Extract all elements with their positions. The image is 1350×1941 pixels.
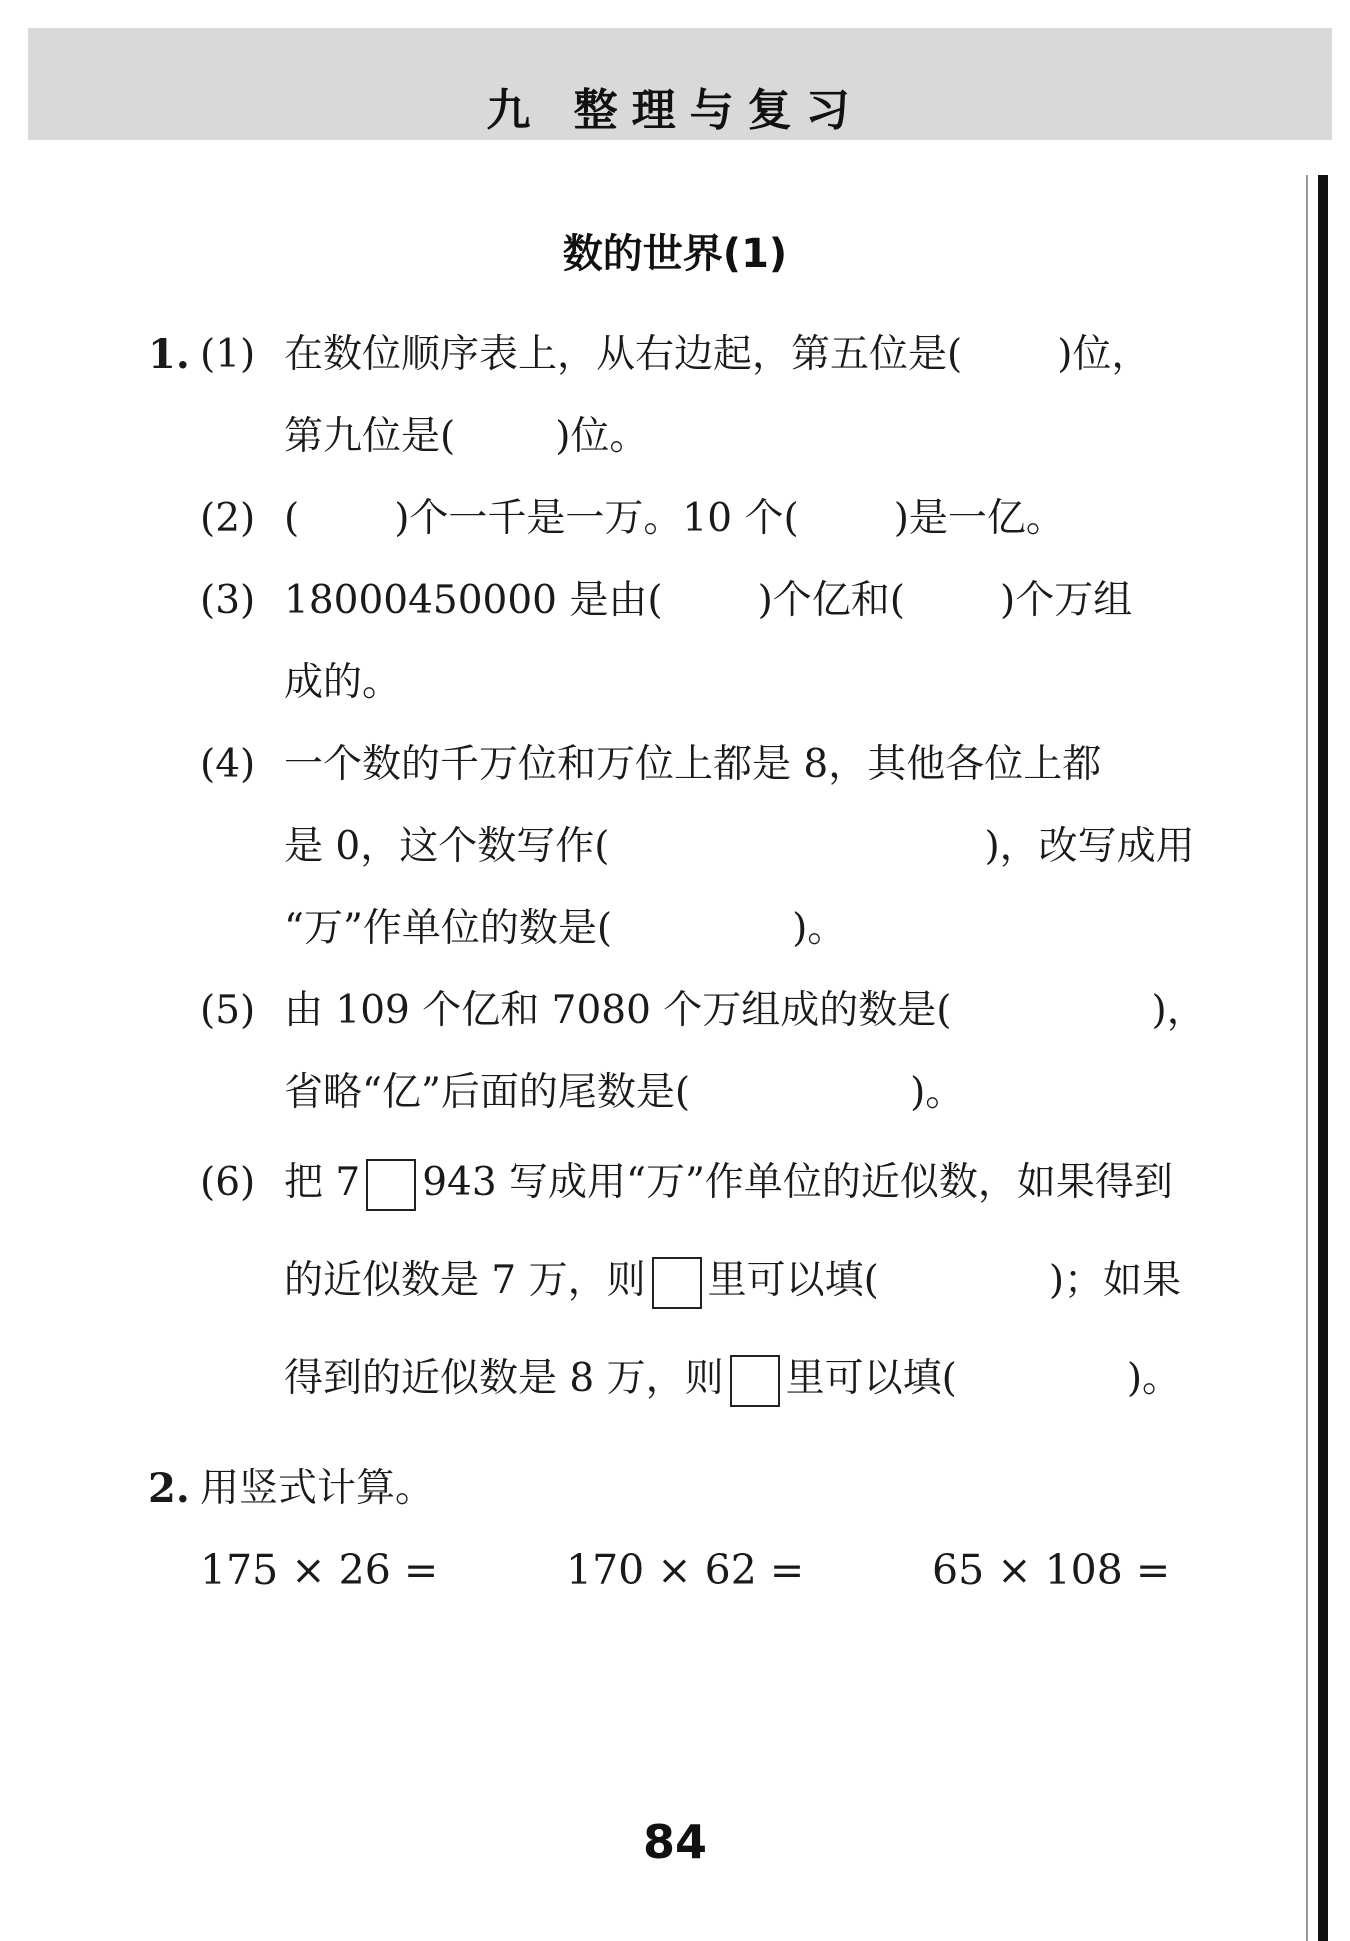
calc-problem-1: 175 × 26 = (200, 1546, 439, 1594)
q1-p1-text-c: 第九位是( (284, 414, 456, 459)
q1-part-4-line-3 (284, 904, 846, 954)
q1-p3-text-b: )个亿和( (757, 578, 905, 623)
q1-part-3-number: (3) (200, 578, 256, 623)
digit-box[interactable] (366, 1159, 416, 1211)
q1-p4-text-a: 是 0，这个数写作( (284, 824, 610, 869)
q1-part-6-number: (6) (200, 1160, 256, 1205)
q1-p2-text-b: )个一千是一万。10 个( (394, 496, 799, 541)
q1-p1-text-a: 在数位顺序表上，从右边起，第五位是( (284, 332, 963, 377)
q1-part-4-line-2 (284, 822, 1195, 872)
q1-p5-text-d: )。 (910, 1070, 965, 1115)
q1-part-5-number: (5) (200, 988, 256, 1033)
q1-part-2-number: (2) (200, 496, 256, 541)
q1-part-4-line-1: 一个数的千万位和万位上都是 8，其他各位上都 (284, 742, 1102, 787)
q1-p4-text-d: )。 (792, 906, 847, 951)
calc-problem-3: 65 × 108 = (932, 1546, 1171, 1594)
q1-part-6-line-1 (284, 1158, 1173, 1211)
q1-part-1-line-1 (284, 330, 1150, 380)
digit-box[interactable] (652, 1257, 702, 1309)
q1-p6-text-d: 里可以填( (707, 1258, 879, 1303)
page-edge-shadow (1306, 175, 1308, 1941)
q1-p1-text-b: )位， (1057, 332, 1151, 377)
question-2-instruction: 用竖式计算。 (200, 1466, 435, 1511)
digit-box[interactable] (730, 1355, 780, 1407)
q1-part-6-line-2 (284, 1256, 1181, 1309)
q1-p3-text-c: )个万组 (1000, 578, 1133, 623)
q1-p2-text-a: ( (284, 496, 300, 541)
q1-part-4-number: (4) (200, 742, 256, 787)
q1-part-6-line-3 (284, 1354, 1181, 1407)
page-number: 84 (642, 1815, 707, 1869)
q1-p6-text-a: 把 7 (284, 1160, 361, 1205)
q1-part-2-line-1 (284, 494, 1065, 544)
q1-p6-text-b: 943 写成用“万”作单位的近似数，如果得到 (422, 1160, 1173, 1205)
q1-p1-text-d: )位。 (555, 414, 649, 459)
q1-p5-text-a: 由 109 个亿和 7080 个万组成的数是( (284, 988, 952, 1033)
q1-part-1-number: (1) (200, 332, 256, 377)
q1-p2-text-c: )是一亿。 (893, 496, 1065, 541)
q1-p5-text-b: )， (1151, 988, 1206, 1033)
q1-p6-text-g: 里可以填( (785, 1356, 957, 1401)
q1-p6-text-f: 得到的近似数是 8 万，则 (284, 1356, 724, 1401)
q1-p4-text-c: “万”作单位的数是( (284, 906, 613, 951)
section-title: 数的世界(1) (562, 231, 788, 277)
calc-problem-2: 170 × 62 = (566, 1546, 805, 1594)
q1-p3-text-a: 18000450000 是由( (284, 578, 663, 623)
q1-part-1-line-2 (284, 412, 648, 462)
page-edge (1318, 175, 1328, 1941)
q1-part-3-line-1 (284, 576, 1132, 626)
question-1-number: 1. (148, 331, 190, 378)
q1-p6-text-e: )；如果 (1048, 1258, 1182, 1303)
q1-part-3-line-2: 成的。 (284, 660, 402, 705)
question-2-number: 2. (148, 1465, 190, 1512)
q1-p5-text-c: 省略“亿”后面的尾数是( (284, 1070, 691, 1115)
chapter-title: 九 整理与复习 (486, 85, 864, 136)
q1-p6-text-h: )。 (1126, 1356, 1182, 1401)
q1-p4-text-b: )，改写成用 (984, 824, 1195, 869)
q1-part-5-line-2 (284, 1068, 964, 1118)
q1-p6-text-c: 的近似数是 7 万，则 (284, 1258, 646, 1303)
q1-part-5-line-1 (284, 986, 1206, 1036)
